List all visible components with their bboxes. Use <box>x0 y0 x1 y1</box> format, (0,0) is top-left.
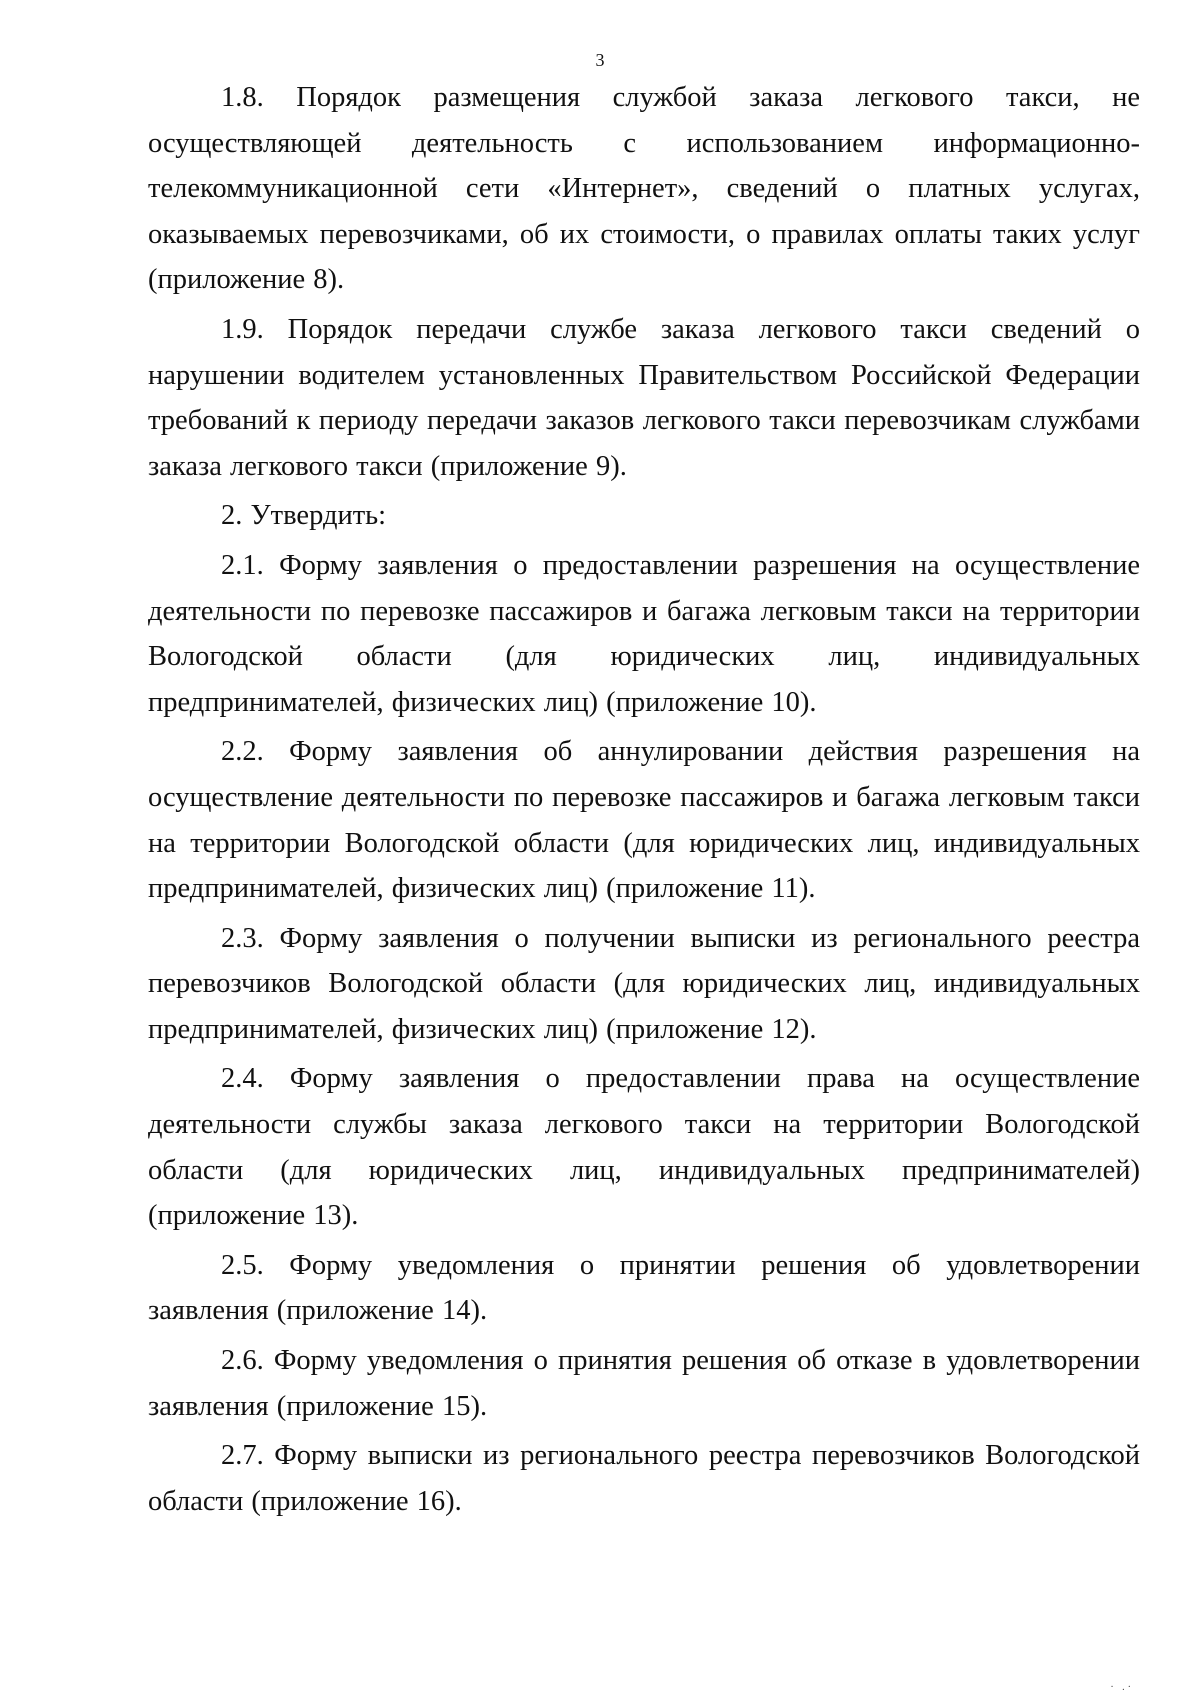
paragraph-2-2: 2.2. Форму заявления об аннулировании действия разрешения на осуществление деятельности по перевозке пассажиров и багажа легковым такси на территории Вологодской области (для юридических лиц, индивидуальных предпринимателей, физических лиц) (приложение 11). <box>148 736 1140 905</box>
document-body <box>148 75 1140 1528</box>
paragraph-2-7: 2.7. Форму выписки из регионального реестра перевозчиков Вологодской области (приложение 16). <box>148 1440 1140 1517</box>
paragraph-2-6: 2.6. Форму уведомления о принятия решения об отказе в удовлетворении заявления (приложение 15). <box>148 1345 1140 1422</box>
page-number: 3 <box>595 50 605 70</box>
paragraph-2: 2. Утвердить: <box>221 500 387 532</box>
paragraph-1-8: 1.8. Порядок размещения службой заказа легкового такси, не осуществляющей деятельность с использованием информационно-телекоммуникационной сети «Интернет», сведений о платных услугах, оказываемых перевозчиками, об их стоимости, о правилах оплаты таких услуг (приложение 8). <box>148 82 1140 296</box>
paragraph-2-4: 2.4. Форму заявления о предоставлении права на осуществление деятельности службы заказа легкового такси на территории Вологодской области (для юридических лиц, индивидуальных предпринимателей) (приложение 13). <box>148 1063 1140 1232</box>
paragraph-1-9: 1.9. Порядок передачи службе заказа легкового такси сведений о нарушении водителем установленных Правительством Российской Федерации требований к периоду передачи заказов легкового такси перевозчикам службами заказа легкового такси (приложение 9). <box>148 313 1140 482</box>
paragraph-2-1: 2.1. Форму заявления о предоставлении разрешения на осуществление деятельности по перевозке пассажиров и багажа легковым такси на территории Вологодской области (для юридических лиц, индивидуальных предпринимателей, физических лиц) (приложение 10). <box>148 549 1140 718</box>
paragraph-2-5: 2.5. Форму уведомления о принятии решения об удовлетворении заявления (приложение 14). <box>148 1249 1140 1327</box>
paragraph-2-3: 2.3. Форму заявления о получении выписки из регионального реестра перевозчиков Вологодской области (для юридических лиц, индивидуальных предпринимателей, физических лиц) (приложение 12). <box>148 922 1140 1045</box>
scan-mark: · .· <box>1110 1682 1134 1693</box>
